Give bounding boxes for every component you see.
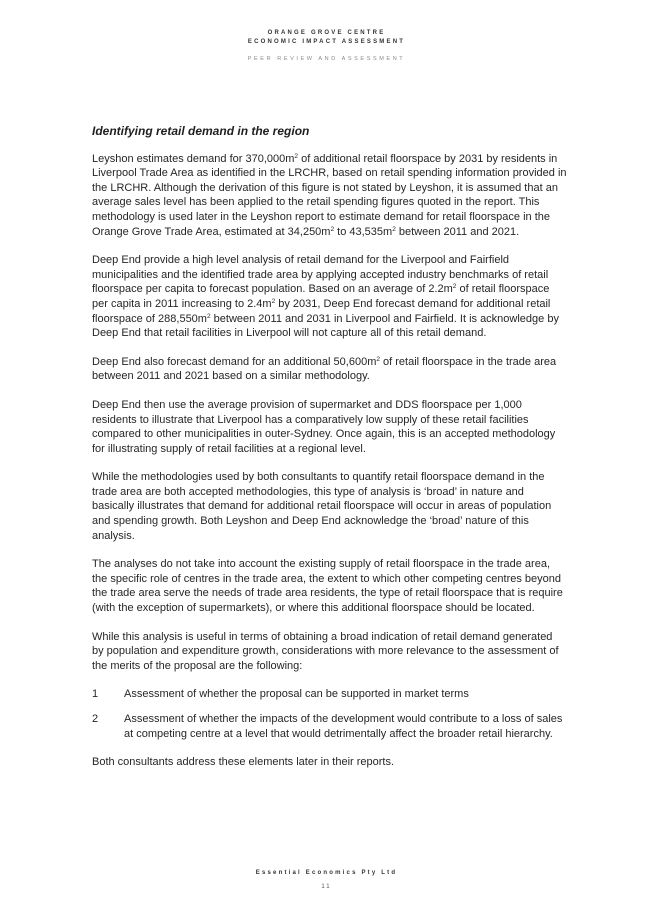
text: Leyshon estimates demand for 370,000m	[92, 152, 295, 165]
header-title-line1: ORANGE GROVE CENTRE	[267, 30, 386, 36]
text: Deep End provide a high level analysis of retail demand for the Liverpool and Fairfield municipalities and the identified trade area by applying accepted industry benchmarks of retail floorspace per capita to forecast population. Based on an average of 2.2m	[92, 254, 549, 296]
paragraph-analyses-limitations: The analyses do not take into account the existing supply of retail floorspace in the trade area, the specific role of centres in the trade area, the extent to which other competing centres beyond the trade area serve the needs of trade area residents, the type of retail floorspace that is require (with the exception of supermarkets), or where this additional floorspace should be located.	[92, 558, 563, 615]
list-text: Assessment of whether the proposal can be supported in market terms	[124, 688, 469, 701]
paragraph-conclusion: Both consultants address these elements later in their reports.	[92, 756, 395, 769]
paragraph-methodologies: While the methodologies used by both consultants to quantify retail floorspace demand in the trade area are both accepted methodologies, this type of analysis is ‘broad’ in nature and basically illustrates that demand for additional retail floorspace will occur in areas of population and spending growth. Both Leyshon and Deep End acknowledge the ‘broad’ nature of this analysis.	[92, 471, 552, 542]
list-item	[92, 687, 567, 702]
superscript: 2	[294, 152, 299, 160]
superscript: 2	[330, 225, 335, 233]
paragraph-leyshon-estimate	[92, 152, 567, 240]
text: Deep End also forecast demand for an additional 50,600m	[92, 355, 377, 368]
page-number: 11	[321, 884, 332, 890]
list-text: Assessment of whether the impacts of the development would contribute to a loss of sales at competing centre at a level that would detrimentally affect the broader retail hierarchy.	[124, 713, 563, 740]
page-footer	[0, 870, 653, 890]
header-title-line2: ECONOMIC IMPACT ASSESSMENT	[247, 39, 406, 45]
superscript: 2	[392, 225, 396, 233]
superscript: 2	[376, 355, 380, 363]
list-number: 1	[92, 688, 99, 701]
section-heading: Identifying retail demand in the region	[92, 124, 310, 138]
paragraph-supermarket-provision: Deep End then use the average provision of supermarket and DDS floorspace per 1,000 residents to illustrate that Liverpool has a comparatively low supply of these retail facilities compared to other municipalities in outer-Sydney. Once again, this is an accepted methodology for illustrating supply of retail facilities at a regional level.	[92, 398, 556, 455]
text: between 2011 and 2031 in Liverpool and Fairfield. It is acknowledge by Deep End that retail facilities in Liverpool will not capture all of this retail demand.	[92, 312, 559, 340]
footer-company: Essential Economics Pty Ltd	[255, 870, 398, 876]
list-number: 2	[92, 713, 99, 725]
text: to 43,535m	[334, 225, 393, 238]
document-body	[92, 124, 567, 784]
text: by 2031, Deep End forecast demand for additional retail floorspace of 288,550m	[92, 297, 551, 325]
text: of retail floorspace in the trade area between 2011 and 2021 based on a similar methodology.	[92, 355, 557, 383]
paragraph-deep-end-forecast	[92, 355, 567, 384]
text: of retail floorspace per capita in 2011 increasing to 2.4m	[92, 283, 550, 310]
text: of additional retail floorspace by 2031 by residents in Liverpool Trade Area as identified in the LRCHR, based on retail spending information provided in the LRCHR. Although the derivation of this figure is not stated by Leyshon, it is assumed that an average sales level has been applied to the retail spending figures quoted in the report. This methodology is used later in the Leyshon report to estimate demand for retail floorspace in the Orange Grove Trade Area, estimated at 34,250m	[92, 152, 567, 238]
superscript: 2	[206, 312, 211, 320]
paragraph-deep-end-analysis	[92, 253, 567, 341]
superscript: 2	[271, 297, 276, 305]
text: between 2011 and 2021.	[395, 225, 520, 238]
page-header	[0, 29, 653, 63]
header-subtitle: PEER REVIEW AND ASSESSMENT	[247, 56, 406, 62]
paragraph-considerations: While this analysis is useful in terms of obtaining a broad indication of retail demand generated by population and expenditure growth, considerations with more relevance to the assessment of the merits of the proposal are the following:	[92, 630, 559, 672]
superscript: 2	[452, 283, 457, 291]
list-item	[92, 712, 567, 741]
